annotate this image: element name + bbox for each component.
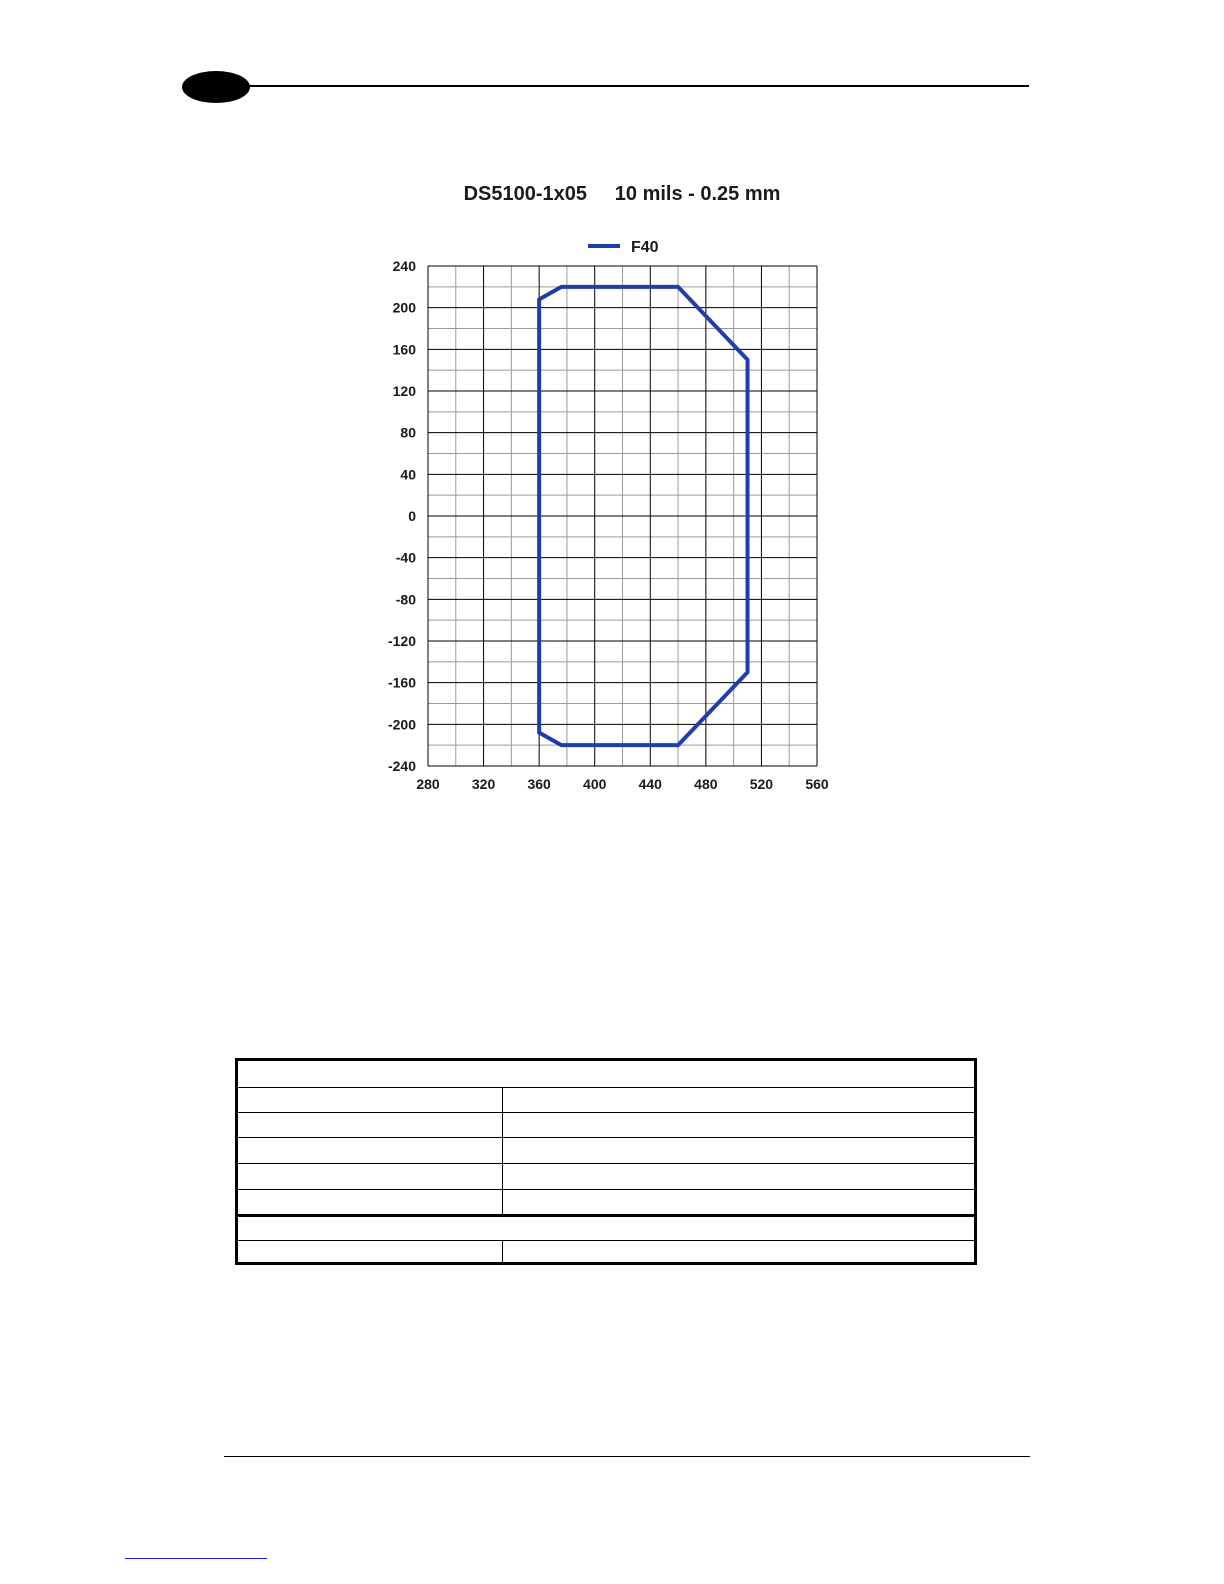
legend-label-f40: F40 — [631, 239, 659, 256]
y-tick-label: 0 — [408, 508, 416, 524]
y-axis-tick-labels — [388, 258, 416, 774]
spec-table — [235, 1058, 977, 1265]
y-tick-label: 160 — [392, 341, 416, 358]
y-tick-label: -240 — [387, 758, 416, 774]
chapter-badge — [182, 71, 250, 103]
x-tick-label: 400 — [583, 776, 607, 792]
y-tick-label: 120 — [392, 383, 416, 399]
y-tick-label: -80 — [395, 591, 416, 608]
y-tick-label: -160 — [387, 674, 416, 691]
table-row — [238, 1088, 974, 1113]
x-axis-tick-labels — [416, 776, 829, 792]
y-tick-label: -40 — [395, 549, 416, 566]
table-row — [238, 1164, 974, 1190]
y-tick-label: 240 — [392, 258, 416, 274]
x-tick-label: 440 — [638, 776, 662, 792]
table-row — [238, 1061, 974, 1088]
y-tick-label: 80 — [400, 424, 416, 441]
header-rule — [216, 85, 1029, 87]
x-tick-label: 360 — [527, 776, 551, 792]
y-tick-label: -200 — [387, 716, 416, 733]
footer-link[interactable] — [125, 1558, 267, 1559]
x-tick-label: 480 — [694, 776, 718, 792]
table-row — [238, 1217, 974, 1241]
y-tick-label: -120 — [387, 633, 416, 649]
y-tick-label: 200 — [392, 299, 416, 316]
table-row — [238, 1113, 974, 1138]
reading-diagram-chart — [340, 170, 860, 810]
x-tick-label: 560 — [805, 776, 829, 792]
x-tick-label: 520 — [749, 776, 774, 792]
chart-legend — [588, 239, 659, 256]
chart-title: DS5100-1x05 10 mils - 0.25 mm — [463, 183, 781, 205]
x-tick-label: 280 — [416, 776, 440, 792]
footer-rule — [224, 1456, 1030, 1457]
y-tick-label: 40 — [400, 466, 416, 483]
table-row — [238, 1190, 974, 1217]
x-tick-label: 320 — [471, 776, 496, 792]
table-row — [238, 1138, 974, 1164]
table-row — [238, 1241, 974, 1262]
